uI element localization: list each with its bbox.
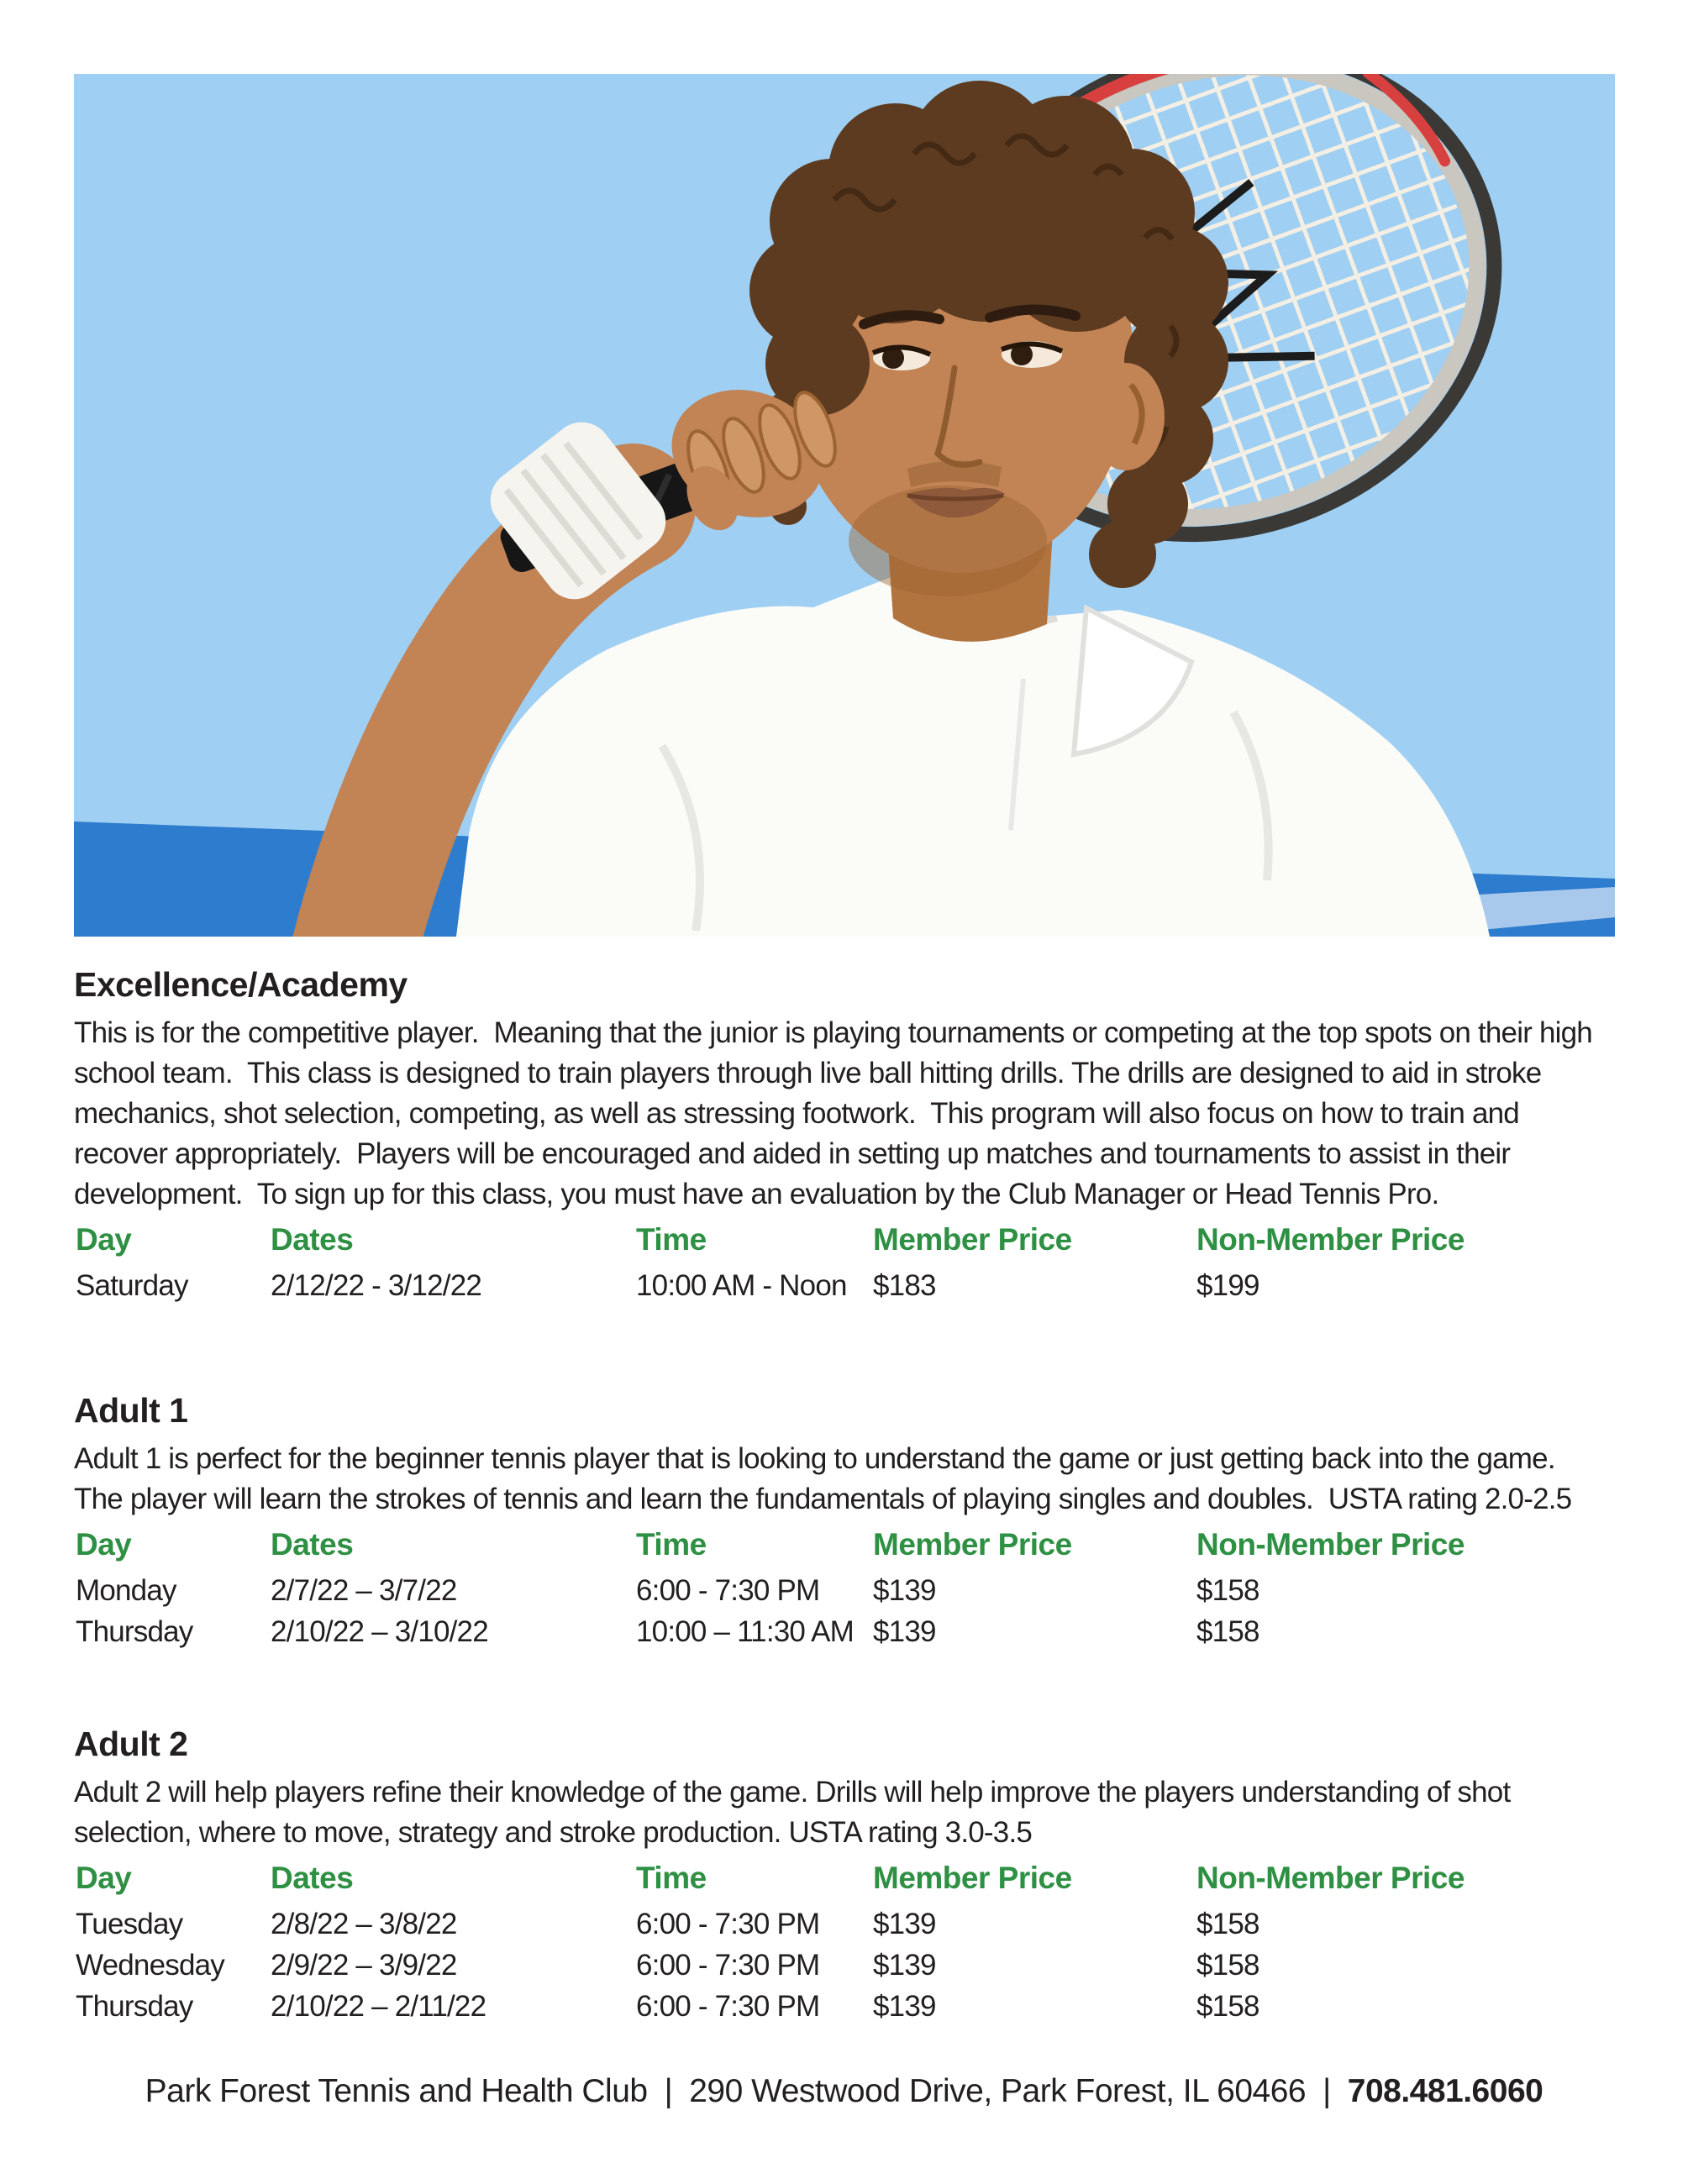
cell-dates: 2/7/22 – 3/7/22 (271, 1574, 457, 1607)
column-header-non-member-price: Non-Member Price (1196, 1861, 1465, 1895)
cell-non-member-price: $158 (1196, 1908, 1259, 1940)
column-header-day: Day (76, 1222, 132, 1257)
cell-day: Wednesday (76, 1949, 224, 1982)
cell-non-member-price: $158 (1196, 1990, 1259, 2023)
cell-non-member-price: $158 (1196, 1949, 1259, 1982)
column-header-time: Time (636, 1222, 707, 1257)
cell-dates: 2/10/22 – 3/10/22 (271, 1615, 488, 1648)
cell-time: 6:00 - 7:30 PM (636, 1574, 820, 1607)
footer-separator: | (1323, 2073, 1331, 2109)
section-excellence-academy (74, 964, 1615, 1306)
cell-member-price: $139 (873, 1574, 936, 1607)
cell-day: Tuesday (76, 1908, 183, 1940)
cell-dates: 2/8/22 – 3/8/22 (271, 1908, 457, 1940)
cell-dates: 2/9/22 – 3/9/22 (271, 1949, 457, 1982)
cell-day: Thursday (76, 1615, 193, 1648)
section-adult-2 (74, 1724, 1615, 2027)
column-header-member-price: Member Price (873, 1222, 1072, 1257)
footer (0, 2071, 1688, 2112)
cell-time: 10:00 – 11:30 AM (636, 1615, 854, 1648)
club-name: Park Forest Tennis and Health Club (145, 2073, 648, 2109)
club-address: 290 Westwood Drive, Park Forest, IL 60466 (689, 2073, 1307, 2109)
club-phone: 708.481.6060 (1347, 2073, 1543, 2109)
schedule-table (74, 1525, 1615, 1652)
cell-day: Saturday (76, 1269, 188, 1302)
section-title: Excellence/Academy (74, 965, 408, 1004)
column-header-member-price: Member Price (873, 1861, 1072, 1895)
player-photo-illustration (74, 74, 1615, 937)
column-header-non-member-price: Non-Member Price (1196, 1527, 1465, 1562)
cell-member-price: $139 (873, 1615, 936, 1648)
section-description: This is for the competitive player. Meaning that the junior is playing tournaments or competing at the top spots on their high school team. This class is designed to train players through live ball hitting drills. The drills are designed to aid in stroke mechanics, shot selection, competing, as well as stressing footwork. This program will also focus on how to train and recover appropriately. Players will be encouraged and aided in setting up matches and tournaments to assist in their development. To sign up for this class, you must have an evaluation by the Club Manager or Head Tennis Pro. (74, 1016, 1600, 1210)
column-header-day: Day (76, 1861, 132, 1895)
schedule-table (74, 1220, 1615, 1306)
section-title: Adult 1 (74, 1391, 188, 1430)
cell-day: Monday (76, 1574, 176, 1607)
section-description: Adult 1 is perfect for the beginner tennis player that is looking to understand the game or just getting back into the game. The player will learn the strokes of tennis and learn the fundamentals of playing singles and doubles. USTA rating 2.0-2.5 (74, 1442, 1572, 1515)
column-header-member-price: Member Price (873, 1527, 1072, 1562)
column-header-non-member-price: Non-Member Price (1196, 1222, 1465, 1257)
cell-time: 6:00 - 7:30 PM (636, 1908, 820, 1940)
player-ear (1087, 363, 1165, 470)
cell-day: Thursday (76, 1990, 193, 2023)
cell-dates: 2/10/22 – 2/11/22 (271, 1990, 486, 2023)
column-header-day: Day (76, 1527, 132, 1562)
cell-dates: 2/12/22 - 3/12/22 (271, 1269, 482, 1302)
column-header-dates: Dates (271, 1527, 354, 1562)
cell-member-price: $139 (873, 1949, 936, 1982)
footer-separator: | (664, 2073, 673, 2109)
cell-time: 10:00 AM - Noon (636, 1269, 847, 1302)
cell-member-price: $139 (873, 1990, 936, 2023)
column-header-time: Time (636, 1527, 707, 1562)
cell-non-member-price: $158 (1196, 1574, 1259, 1607)
column-header-dates: Dates (271, 1222, 354, 1257)
cell-time: 6:00 - 7:30 PM (636, 1949, 820, 1982)
cell-non-member-price: $199 (1196, 1269, 1259, 1302)
section-description: Adult 2 will help players refine their knowledge of the game. Drills will help improve the players understanding of shot selection, where to move, strategy and stroke production. USTA rating 3.0-3.5 (74, 1776, 1518, 1849)
cell-member-price: $139 (873, 1908, 936, 1940)
cell-time: 6:00 - 7:30 PM (636, 1990, 820, 2023)
cell-member-price: $183 (873, 1269, 936, 1302)
hero-photo (74, 74, 1615, 937)
schedule-table (74, 1858, 1615, 2027)
section-adult-1 (74, 1390, 1615, 1652)
section-title: Adult 2 (74, 1725, 188, 1763)
cell-non-member-price: $158 (1196, 1615, 1259, 1648)
column-header-dates: Dates (271, 1861, 354, 1895)
column-header-time: Time (636, 1861, 707, 1895)
